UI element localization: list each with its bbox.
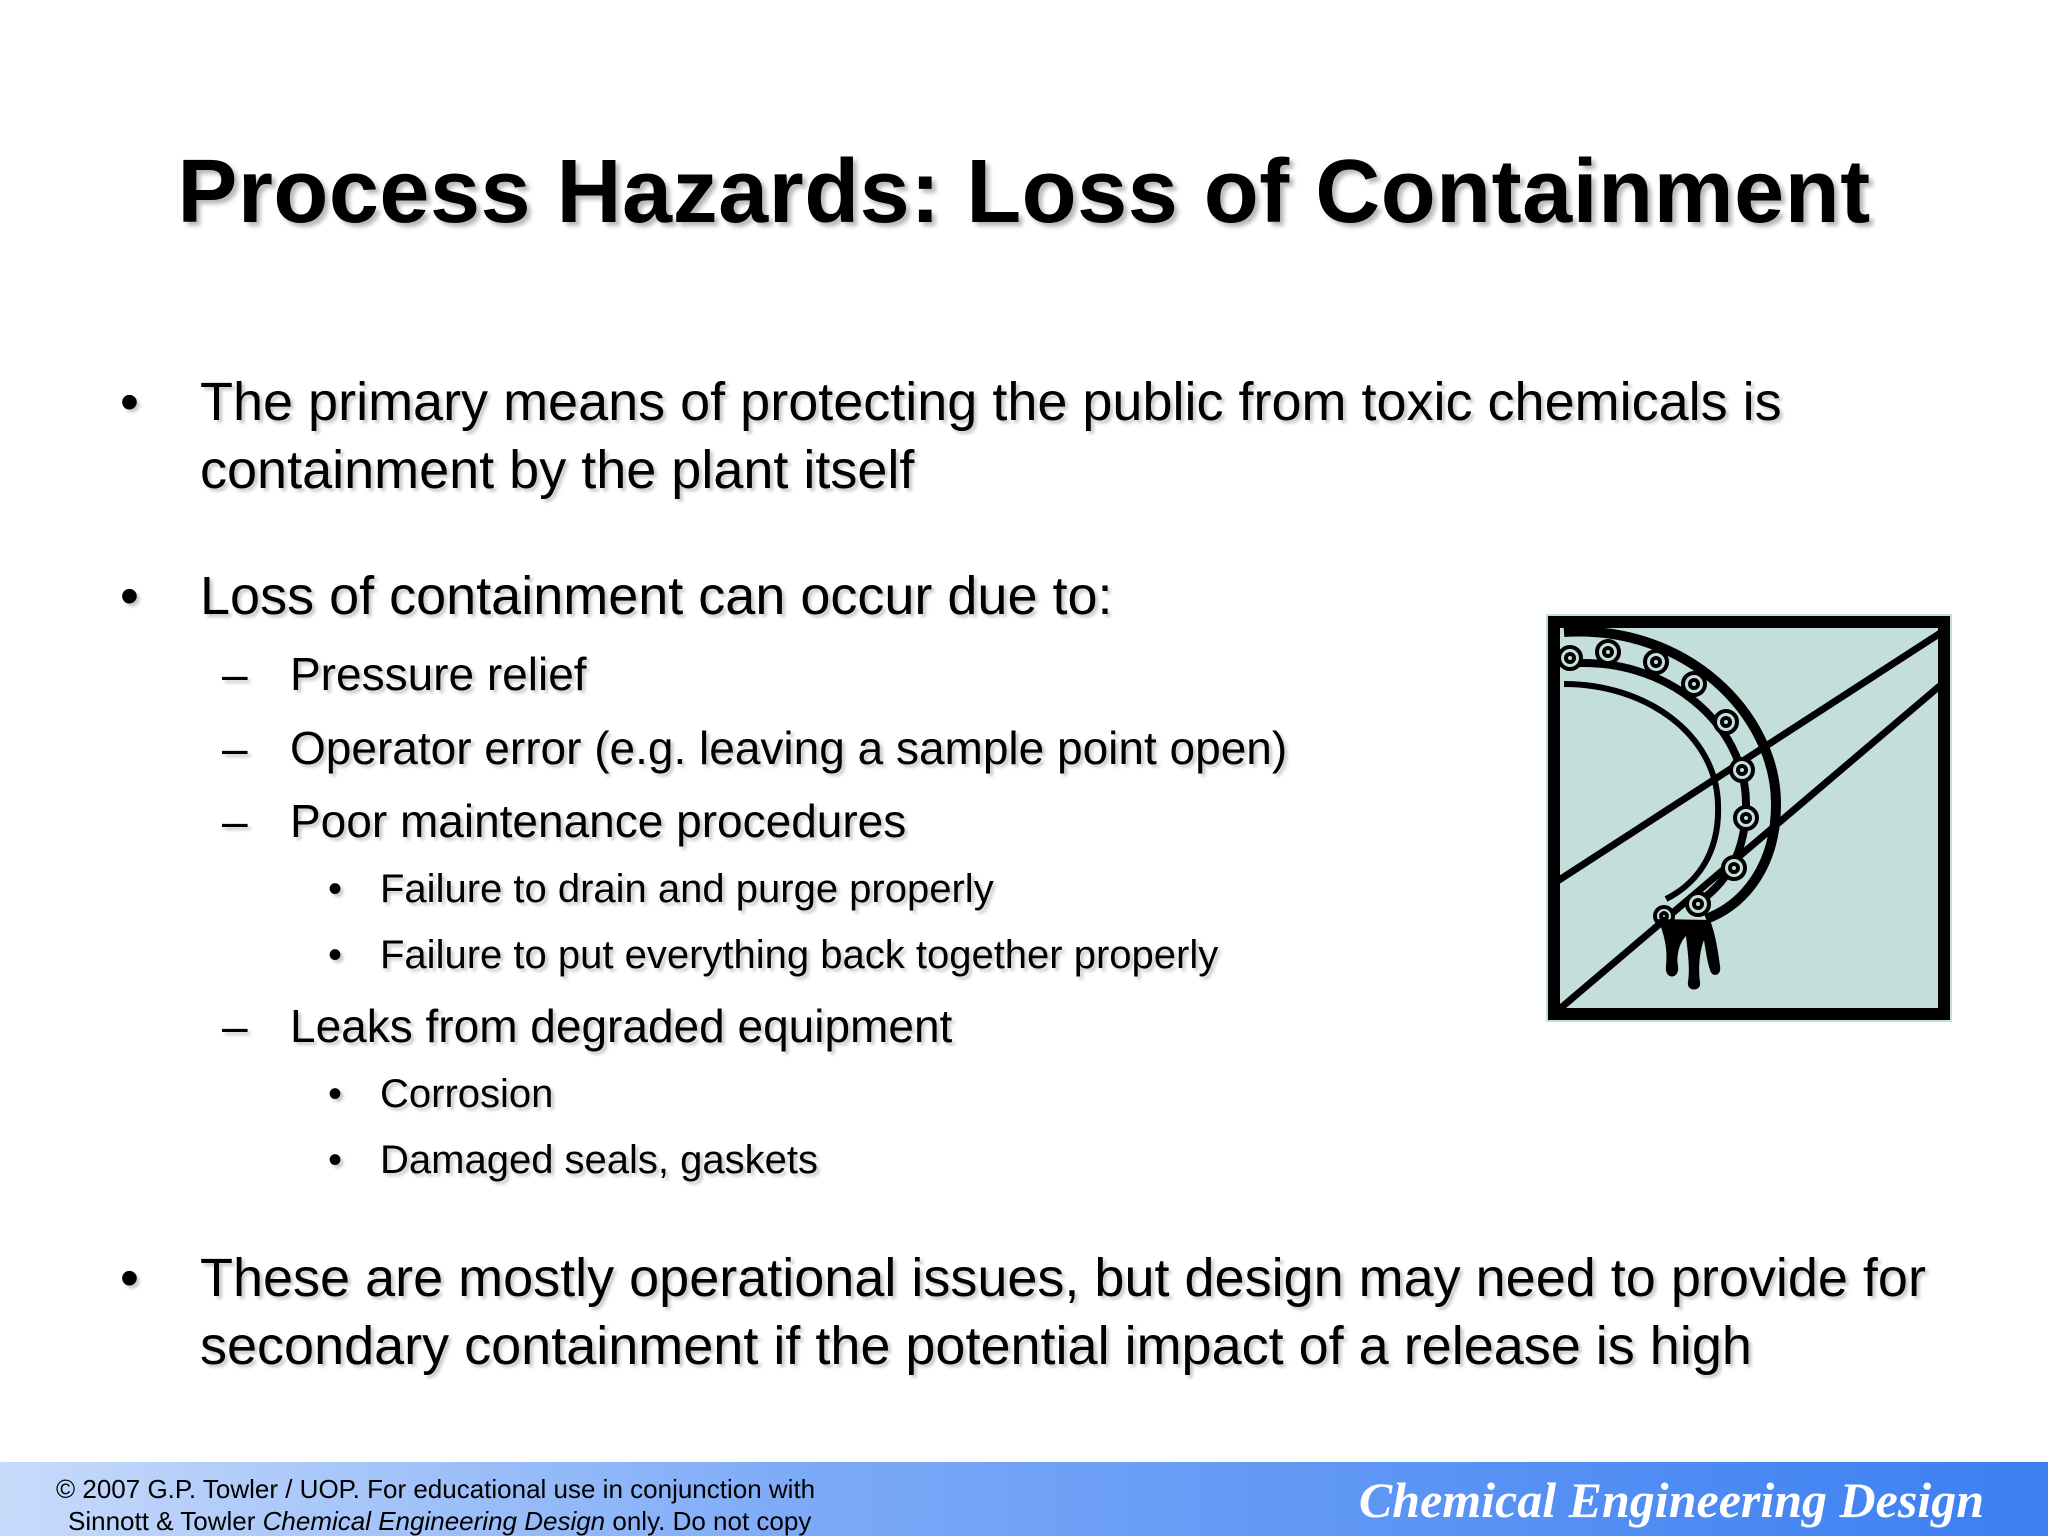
bullet-glyph: • xyxy=(120,1248,139,1308)
bullet-glyph: • xyxy=(120,566,139,626)
bullet-text: Loss of containment can occur due to: xyxy=(200,566,1113,626)
sub-bullet-text: Pressure relief xyxy=(290,648,587,700)
copyright-suffix: only. Do not copy xyxy=(605,1506,812,1536)
bullet-glyph: • xyxy=(328,1072,343,1116)
bullet-glyph: • xyxy=(328,1138,343,1182)
dash-glyph: – xyxy=(222,1000,248,1052)
copyright-line-2 xyxy=(68,1504,811,1536)
copyright-prefix: Sinnott & Towler xyxy=(68,1506,263,1536)
dash-glyph: – xyxy=(222,722,248,774)
sub-sub-bullet-text: Failure to put everything back together properly xyxy=(380,933,1219,977)
dash-glyph: – xyxy=(222,795,248,847)
leaking-pipe-flange-icon xyxy=(1546,614,1952,1022)
copyright-line-1: © 2007 G.P. Towler / UOP. For educational use in conjunction with xyxy=(56,1474,816,1504)
dash-glyph: – xyxy=(222,648,248,700)
sub-bullet-text: Leaks from degraded equipment xyxy=(290,1000,953,1052)
sub-sub-bullet-text: Failure to drain and purge properly xyxy=(380,867,994,911)
bullet-glyph: • xyxy=(328,867,343,911)
sub-sub-bullet-text: Corrosion xyxy=(380,1072,554,1116)
bullet-text: These are mostly operational issues, but design may need to provide for secondary containment if the potential impact of a release is high xyxy=(200,1248,1926,1376)
slide-title: Process Hazards: Loss of Containment xyxy=(177,142,1871,242)
sub-bullet-text: Poor maintenance procedures xyxy=(290,795,907,847)
bullet-text: The primary means of protecting the public from toxic chemicals is containment by the plant itself xyxy=(200,372,1782,500)
copyright-book-title: Chemical Engineering Design xyxy=(262,1506,606,1536)
bullet-glyph: • xyxy=(120,372,139,432)
sub-sub-bullet-text: Damaged seals, gaskets xyxy=(380,1138,819,1182)
brand-title: Chemical Engineering Design xyxy=(1358,1472,1984,1528)
sub-bullet-text: Operator error (e.g. leaving a sample point open) xyxy=(290,722,1288,774)
footer-bar xyxy=(0,1462,2048,1536)
bullet-glyph: • xyxy=(328,933,343,977)
